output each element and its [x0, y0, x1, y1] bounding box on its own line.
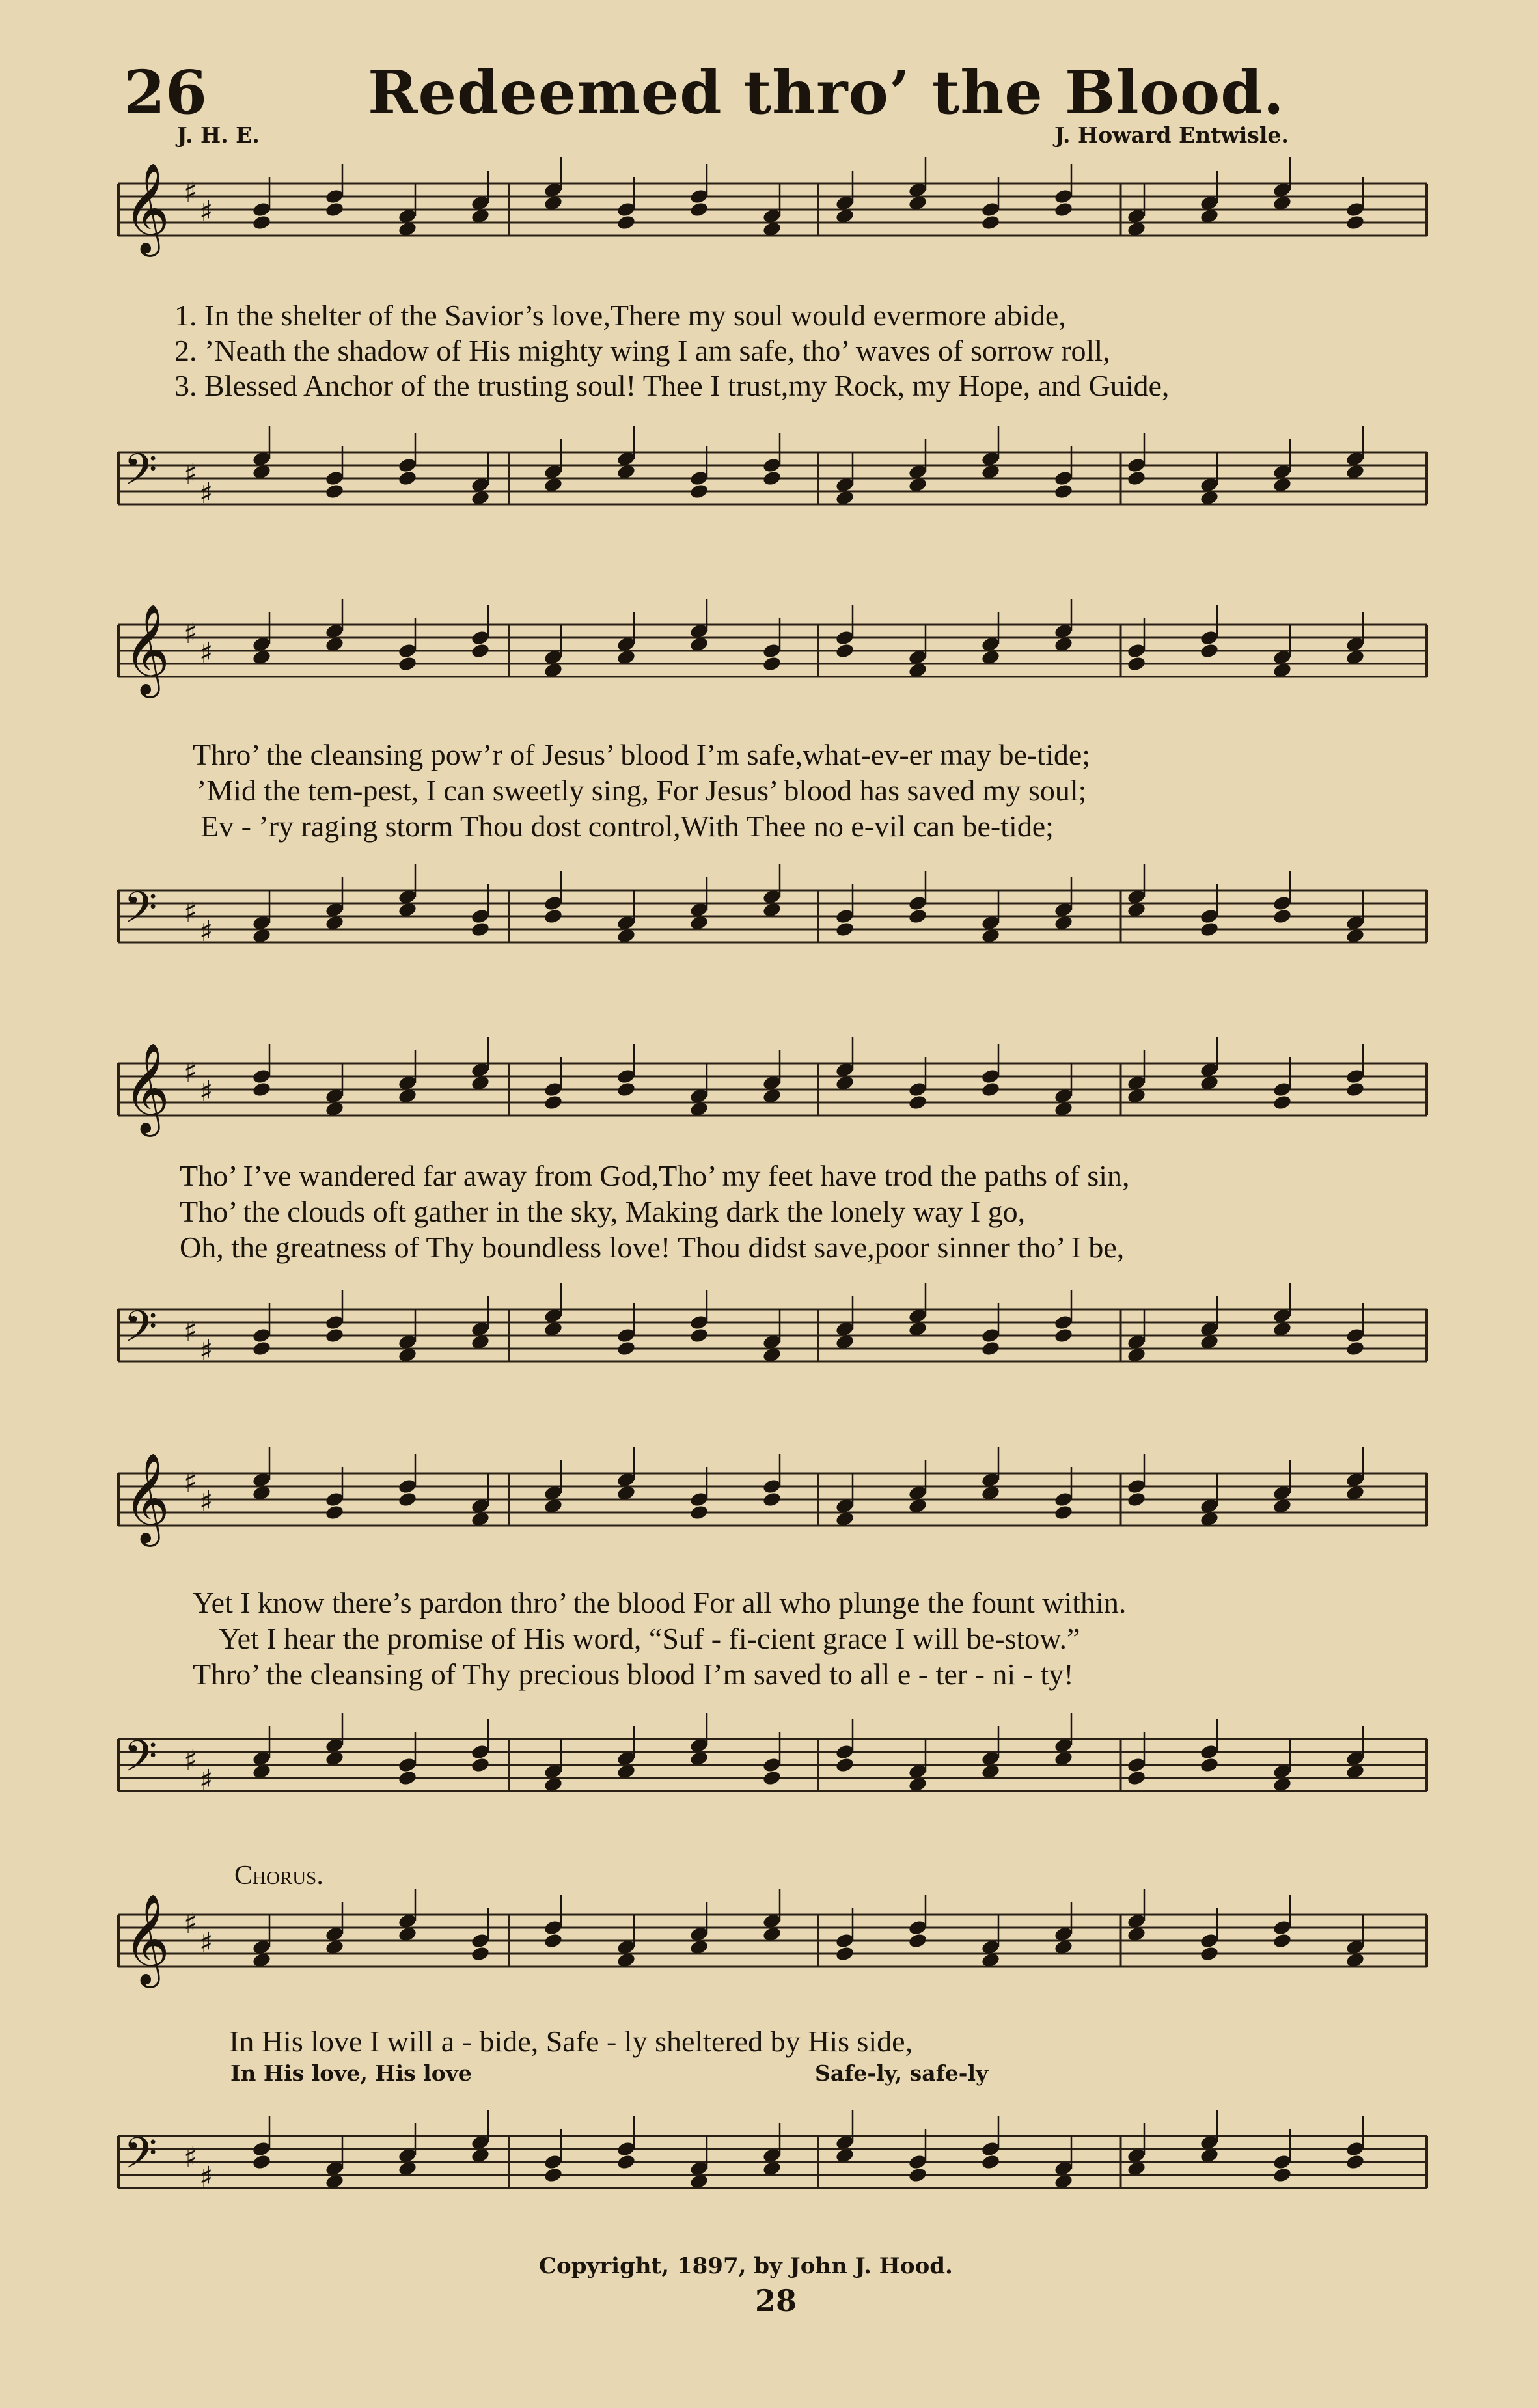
hymn-title: Redeemed thro’ the Blood. [368, 57, 1285, 128]
sharp-icon: ♯ [184, 2141, 198, 2174]
verse-line: Thro’ the cleansing of Thy precious blood I’m saved to all e - ter - ni - ty! [193, 1658, 1074, 1691]
notehead [1272, 895, 1293, 912]
treble-clef-icon: 𝄞 [124, 1453, 170, 1543]
notehead [908, 1919, 928, 1936]
notehead [543, 1081, 564, 1098]
chorus-alto-text: In His love, His love [230, 2060, 472, 2086]
notehead [981, 2141, 1001, 2157]
notehead [1200, 1757, 1220, 1773]
notehead [762, 457, 782, 474]
verse-line: Thro’ the cleansing pow’r of Jesus’ blood I’m safe,what-ev-er may be-tide; [193, 738, 1091, 771]
notehead [398, 457, 418, 474]
notehead [252, 1068, 272, 1085]
notehead [1272, 1081, 1293, 1098]
sharp-icon: ♯ [184, 176, 198, 209]
bass-staff-system-1 [118, 439, 1427, 510]
sharp-icon: ♯ [199, 1075, 213, 1108]
notehead [1054, 201, 1074, 218]
notehead [1345, 1327, 1366, 1344]
bass-staff-system-4 [118, 1726, 1427, 1797]
notehead [689, 1314, 709, 1331]
notehead [1054, 483, 1074, 500]
treble-staff-system-3 [118, 1043, 1427, 1133]
notehead [1127, 457, 1147, 474]
notehead [252, 2141, 272, 2157]
notehead [325, 188, 345, 205]
notehead [762, 1491, 782, 1508]
sharp-icon: ♯ [199, 2161, 213, 2194]
notehead [835, 629, 855, 646]
treble-staff-system-4 [118, 1453, 1427, 1543]
sharp-icon: ♯ [184, 1315, 198, 1348]
notehead [1200, 1932, 1220, 1949]
chorus-line: In His love I will a - bide, Safe - ly sheltered by His side, [229, 2025, 913, 2058]
notehead [762, 1478, 782, 1495]
bass-staff-system-3 [118, 1296, 1427, 1367]
verse-line: Ev - ’ry raging storm Thou dost control,With Thee no e-vil can be-tide; [200, 810, 1054, 843]
notehead [1200, 642, 1220, 659]
notehead [689, 483, 709, 500]
verse-line: Tho’ I’ve wandered far away from God,Tho’ my feet have trod the paths of sin, [180, 1159, 1130, 1192]
notehead [252, 2154, 272, 2170]
notehead [252, 1327, 272, 1344]
notehead [616, 1081, 637, 1098]
treble-clef-icon: 𝄞 [124, 163, 170, 253]
notehead [689, 1491, 709, 1508]
copyright-notice: Copyright, 1897, by John J. Hood. [539, 2253, 953, 2279]
verse-line: 1. In the shelter of the Savior’s love,There my soul would evermore abide, [174, 299, 1066, 332]
notehead [1345, 201, 1366, 218]
notehead [762, 1770, 782, 1786]
notehead [689, 1504, 709, 1521]
notehead [325, 470, 345, 487]
bass-clef-icon: 𝄢 [124, 1731, 158, 1792]
notehead [835, 1945, 855, 1962]
notehead [1200, 1744, 1220, 1760]
verse-line: Yet I hear the promise of His word, “Suf - fi-cient grace I will be-stow.” [219, 1622, 1080, 1655]
sharp-icon: ♯ [184, 896, 198, 929]
chorus-alto-text: Safe-ly, safe-ly [815, 2060, 989, 2086]
notehead [835, 921, 855, 938]
treble-clef-icon: 𝄞 [124, 604, 170, 694]
notehead [1054, 1491, 1074, 1508]
sharp-icon: ♯ [199, 915, 213, 948]
notehead [325, 1504, 345, 1521]
verse-line: Tho’ the clouds oft gather in the sky, Making dark the lonely way I go, [180, 1195, 1026, 1228]
notehead [1127, 1770, 1147, 1786]
notehead [1345, 1081, 1366, 1098]
notehead [1272, 1932, 1293, 1949]
notehead [471, 1932, 491, 1949]
bass-clef-icon: 𝄢 [124, 445, 158, 505]
notehead [325, 1491, 345, 1508]
notehead [1054, 188, 1074, 205]
notehead [398, 642, 418, 659]
notehead [616, 1327, 637, 1344]
notehead [689, 470, 709, 487]
notehead [762, 470, 782, 487]
notehead [543, 908, 564, 925]
lyricist-credit: J. H. E. [177, 122, 260, 148]
notehead [543, 2154, 564, 2170]
notehead [252, 1081, 272, 1098]
chorus-label: Chorus. [234, 1861, 323, 1891]
notehead [471, 629, 491, 646]
notehead [981, 201, 1001, 218]
notehead [1272, 2154, 1293, 2170]
bass-staff-chorus [118, 2123, 1427, 2194]
treble-clef-icon: 𝄞 [124, 1043, 170, 1133]
notehead [1127, 655, 1147, 672]
notehead [616, 214, 637, 231]
notehead [252, 201, 272, 218]
notehead [325, 201, 345, 218]
notehead [1127, 1491, 1147, 1508]
notehead [616, 1340, 637, 1357]
verse-line: 3. Blessed Anchor of the trusting soul! Thee I trust,my Rock, my Hope, and Guide, [174, 369, 1170, 402]
notehead [1345, 2141, 1366, 2157]
notehead [1272, 1919, 1293, 1936]
sharp-icon: ♯ [199, 195, 213, 228]
notehead [908, 1094, 928, 1111]
sharp-icon: ♯ [184, 1907, 198, 1940]
sharp-icon: ♯ [199, 1485, 213, 1518]
notehead [1272, 1094, 1293, 1111]
notehead [835, 642, 855, 659]
notehead [398, 1491, 418, 1508]
notehead [543, 2167, 564, 2183]
treble-staff-system-2 [118, 604, 1427, 694]
notehead [908, 908, 928, 925]
notehead [543, 1094, 564, 1111]
notehead [1272, 2167, 1293, 2183]
notehead [616, 2154, 637, 2170]
notehead [1127, 642, 1147, 659]
notehead [981, 1068, 1001, 1085]
notehead [252, 1340, 272, 1357]
notehead [835, 1932, 855, 1949]
notehead [908, 2167, 928, 2183]
notehead [398, 655, 418, 672]
bass-staff-system-2 [118, 877, 1427, 948]
notehead [981, 214, 1001, 231]
notehead [325, 1314, 345, 1331]
page-number: 28 [755, 2283, 797, 2318]
notehead [616, 2141, 637, 2157]
notehead [908, 1081, 928, 1098]
notehead [1200, 1945, 1220, 1962]
sharp-icon: ♯ [199, 1926, 213, 1960]
sharp-icon: ♯ [184, 458, 198, 491]
notehead [471, 908, 491, 925]
notehead [398, 1757, 418, 1773]
notehead [689, 188, 709, 205]
notehead [1345, 214, 1366, 231]
notehead [689, 201, 709, 218]
verse-line: 2. ’Neath the shadow of His mighty wing I am safe, tho’ waves of sorrow roll, [174, 334, 1110, 367]
sharp-icon: ♯ [199, 636, 213, 670]
sharp-icon: ♯ [184, 1056, 198, 1089]
notehead [252, 214, 272, 231]
bass-clef-icon: 𝄢 [124, 2128, 158, 2189]
notehead [908, 1932, 928, 1949]
notehead [1200, 921, 1220, 938]
treble-clef-icon: 𝄞 [124, 1894, 170, 1984]
notehead [471, 642, 491, 659]
notehead [471, 921, 491, 938]
notehead [1200, 629, 1220, 646]
sharp-icon: ♯ [184, 1744, 198, 1777]
notehead [1054, 1327, 1074, 1344]
notehead [689, 1327, 709, 1344]
sharp-icon: ♯ [184, 617, 198, 650]
notehead [981, 1327, 1001, 1344]
notehead [471, 1945, 491, 1962]
notehead [981, 1081, 1001, 1098]
bass-clef-icon: 𝄢 [124, 882, 158, 943]
notehead [543, 1919, 564, 1936]
verse-line: ’Mid the tem-pest, I can sweetly sing, For Jesus’ blood has saved my soul; [197, 774, 1087, 807]
composer-credit: J. Howard Entwisle. [1054, 122, 1289, 148]
treble-staff-system-1 [118, 163, 1427, 253]
hymn-number: 26 [124, 57, 208, 128]
sharp-icon: ♯ [184, 1466, 198, 1499]
notehead [1054, 1504, 1074, 1521]
notehead [1345, 1340, 1366, 1357]
notehead [835, 908, 855, 925]
notehead [1127, 1757, 1147, 1773]
notehead [1345, 2154, 1366, 2170]
notehead [1127, 1478, 1147, 1495]
notehead [398, 1478, 418, 1495]
notehead [543, 895, 564, 912]
bass-clef-icon: 𝄢 [124, 1302, 158, 1362]
notehead [398, 1770, 418, 1786]
notehead [908, 895, 928, 912]
notehead [762, 655, 782, 672]
notehead [1200, 908, 1220, 925]
treble-staff-chorus [118, 1894, 1427, 1984]
notehead [981, 1340, 1001, 1357]
notehead [616, 201, 637, 218]
notehead [471, 1744, 491, 1760]
notehead [1127, 470, 1147, 487]
notehead [908, 2154, 928, 2170]
sharp-icon: ♯ [199, 1764, 213, 1797]
notehead [543, 1932, 564, 1949]
notehead [981, 2154, 1001, 2170]
notehead [835, 1744, 855, 1760]
notehead [471, 1757, 491, 1773]
notehead [1054, 470, 1074, 487]
notehead [325, 483, 345, 500]
verse-line: Oh, the greatness of Thy boundless love! Thou didst save,poor sinner tho’ I be, [180, 1231, 1125, 1264]
notehead [762, 1757, 782, 1773]
notehead [1054, 1314, 1074, 1331]
verse-line: Yet I know there’s pardon thro’ the blood For all who plunge the fount within. [193, 1586, 1127, 1619]
notehead [398, 470, 418, 487]
notehead [616, 1068, 637, 1085]
notehead [325, 1327, 345, 1344]
notehead [835, 1757, 855, 1773]
notehead [762, 642, 782, 659]
sharp-icon: ♯ [199, 477, 213, 510]
notehead [1345, 1068, 1366, 1085]
notehead [1272, 908, 1293, 925]
sharp-icon: ♯ [199, 1334, 213, 1367]
